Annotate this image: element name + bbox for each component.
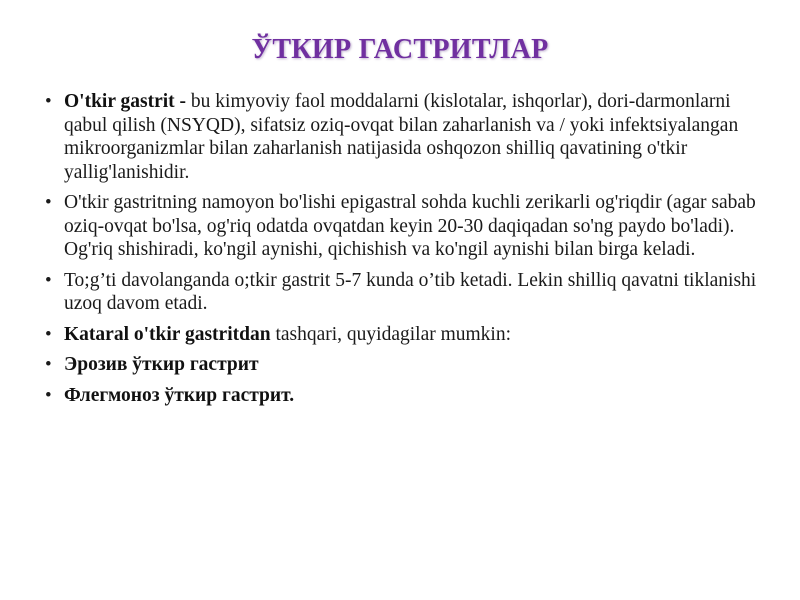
bullet-dot-icon: • <box>45 323 52 345</box>
bullet-item <box>44 90 764 184</box>
slide-title: ЎТКИР ГАСТРИТЛАР <box>251 34 549 65</box>
bullet-item <box>44 269 764 316</box>
bullet-text: bu kimyoviy faol moddalarni (kislotalar, ishqorlar), dori-darmonlarni qabul qilish (NSYQD), sifatsiz oziq-ovqat bilan zaharlanish va / yoki infektsiyalangan mikroorganizmlar bilan zaharlanish natijasida oshqozon shilliq qavatining o'tkir yallig'lanishidir. <box>64 91 739 183</box>
bullet-list <box>44 90 764 414</box>
bullet-bold-text: Эрозив ўткир гастрит <box>64 354 259 375</box>
bullet-dot-icon: • <box>45 354 52 375</box>
bullet-text: O'tkir gastritning namoyon bo'lishi epigastral sohda kuchli zerikarli og'riqdir (agar sabab oziq-ovqat bo'lsa, og'riq odatda ovqatdan keyin 20-30 daqiqadan so'ng paydo bo'ladi). Og'riq shishiradi, ko'ngil aynishi, qichishish va ko'ngil aynishi bilan birga keladi. <box>64 192 756 260</box>
bullet-text: tashqari, quyidagilar mumkin: <box>270 323 512 345</box>
bullet-bold-text: O'tkir gastrit - <box>64 91 191 112</box>
bullet-item <box>44 323 764 347</box>
bullet-bold-text: Флегмоноз ўткир гастрит. <box>64 384 295 406</box>
bullet-item <box>44 191 764 262</box>
bullet-item <box>44 384 764 408</box>
bullet-dot-icon: • <box>45 192 52 213</box>
bullet-dot-icon: • <box>45 384 52 406</box>
bullet-item <box>44 353 764 377</box>
bullet-dot-icon: • <box>45 269 52 291</box>
bullet-dot-icon: • <box>45 91 52 112</box>
bullet-text: To;g’ti davolanganda o;tkir gastrit 5-7 kunda o’tib ketadi. Lekin shilliq qavatni tiklanishi uzoq davom etadi. <box>64 269 757 314</box>
bullet-bold-text: Kataral o'tkir gastritdan <box>64 323 271 345</box>
